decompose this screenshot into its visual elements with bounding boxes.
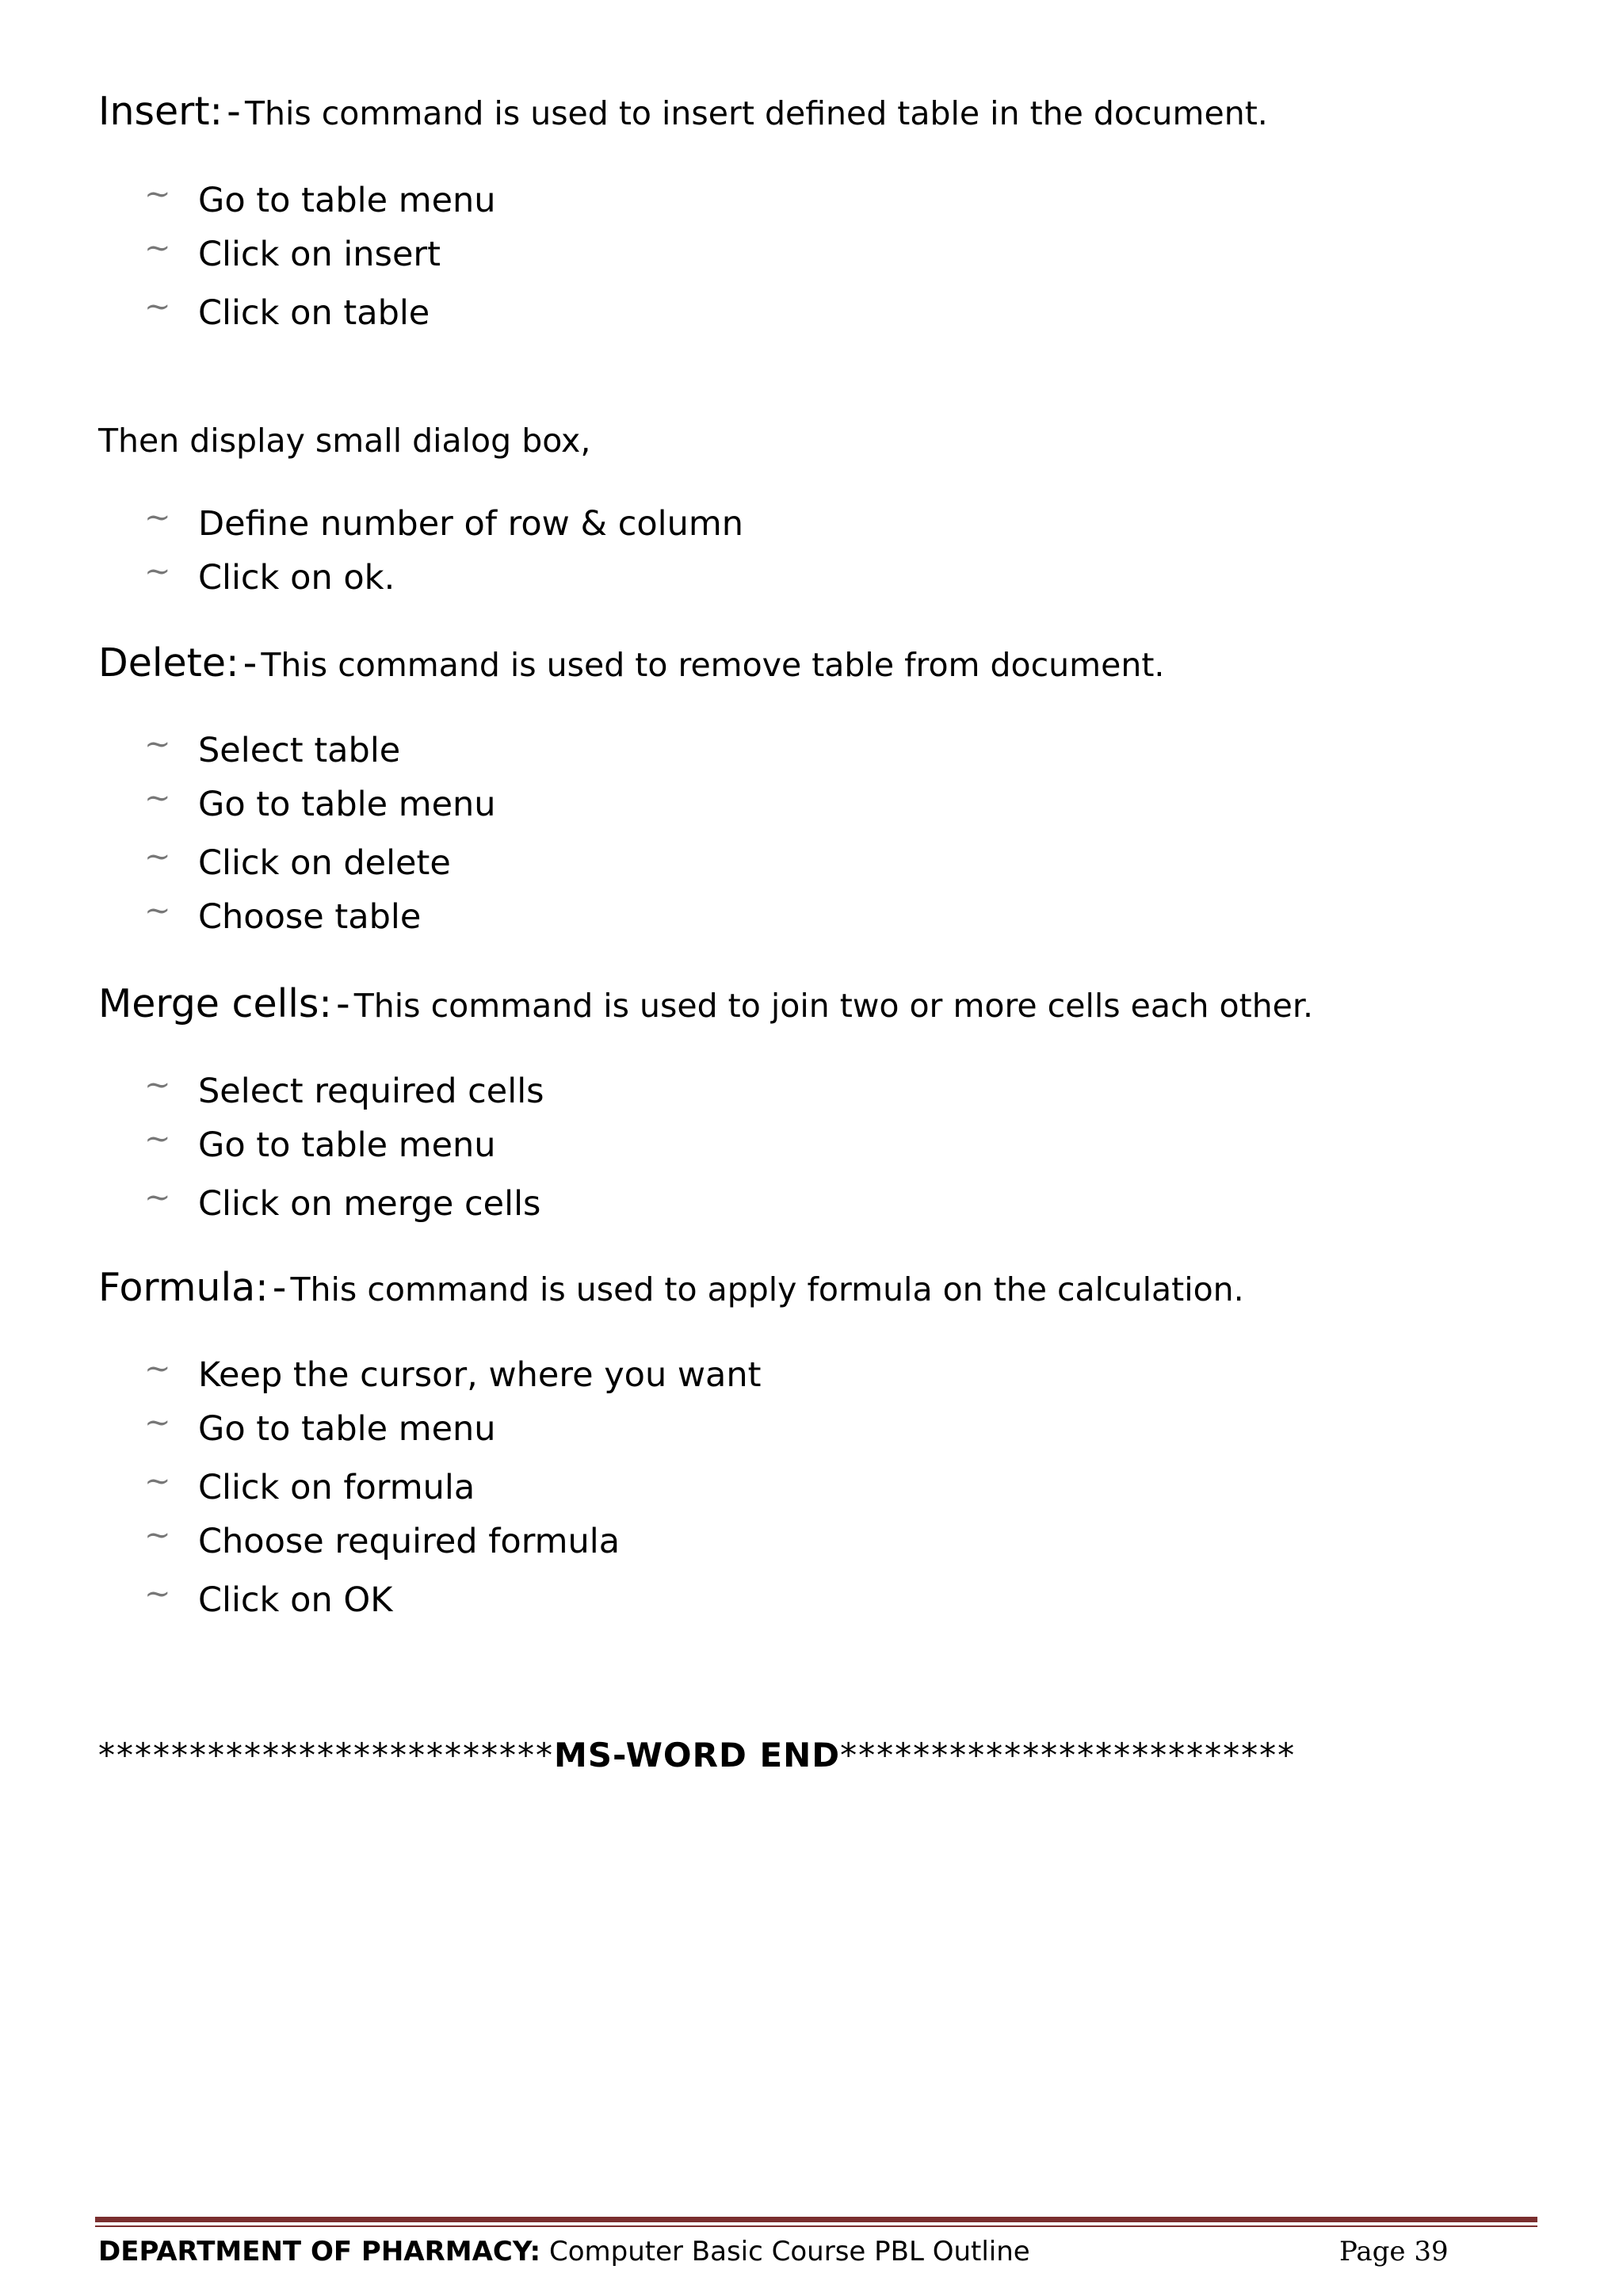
section-dash: - xyxy=(272,1265,287,1310)
tilde-bullet-icon: ~ xyxy=(144,176,171,212)
end-marker-stars-left: ************************* xyxy=(98,1736,554,1775)
footer-course: Computer Basic Course PBL Outline xyxy=(548,2236,1030,2267)
tilde-bullet-icon: ~ xyxy=(144,1463,171,1499)
tilde-bullet-icon: ~ xyxy=(144,1179,171,1216)
footer-rule-thin xyxy=(95,2225,1537,2227)
section-dash: - xyxy=(227,89,241,134)
step-text: Choose required formula xyxy=(198,1522,621,1561)
step-text: Select required cells xyxy=(198,1072,544,1111)
section-heading-insert xyxy=(98,89,1268,134)
step-text: Click on table xyxy=(198,293,430,333)
end-marker-stars-right: ************************* xyxy=(840,1736,1296,1775)
tilde-bullet-icon: ~ xyxy=(144,1067,171,1103)
tilde-bullet-icon: ~ xyxy=(144,780,171,816)
step-text: Go to table menu xyxy=(198,785,496,824)
tilde-bullet-icon: ~ xyxy=(144,553,171,590)
step-text: Go to table menu xyxy=(198,1409,496,1449)
list-item xyxy=(0,1404,1109,1449)
section-dash: - xyxy=(335,981,350,1026)
footer-department: DEPARTMENT OF PHARMACY: xyxy=(98,2236,541,2267)
tilde-bullet-icon: ~ xyxy=(144,1404,171,1441)
section-heading-delete xyxy=(98,640,1164,686)
tilde-bullet-icon: ~ xyxy=(144,288,171,325)
list-item xyxy=(0,1517,1109,1561)
list-item xyxy=(0,1576,1109,1620)
paragraph-dialog-box: Then display small dialog box, xyxy=(98,422,591,460)
ms-word-end-marker xyxy=(98,1736,1296,1775)
step-text: Go to table menu xyxy=(198,1125,496,1165)
list-item xyxy=(0,726,1109,770)
section-description: This command is used to join two or more cells each other. xyxy=(353,987,1314,1025)
list-item xyxy=(0,1463,1109,1507)
list-item xyxy=(0,230,1109,274)
step-text: Click on insert xyxy=(198,235,441,274)
footer-rule xyxy=(95,2217,1537,2222)
tilde-bullet-icon: ~ xyxy=(144,892,171,929)
list-item xyxy=(0,892,1109,937)
tilde-bullet-icon: ~ xyxy=(144,499,171,536)
section-term: Delete: xyxy=(98,640,239,686)
section-description: This command is used to insert defined table in the document. xyxy=(244,94,1268,132)
list-item xyxy=(0,288,1109,333)
list-item xyxy=(0,499,1109,544)
list-item xyxy=(0,176,1109,220)
footer-text xyxy=(98,2236,1030,2267)
list-item xyxy=(0,1350,1109,1395)
section-dash: - xyxy=(242,640,258,686)
step-text: Define number of row & column xyxy=(198,504,743,544)
step-text: Click on OK xyxy=(198,1580,393,1620)
list-item xyxy=(0,780,1109,824)
section-description: This command is used to remove table from document. xyxy=(261,646,1165,684)
tilde-bullet-icon: ~ xyxy=(144,1121,171,1157)
tilde-bullet-icon: ~ xyxy=(144,230,171,266)
step-text: Go to table menu xyxy=(198,181,496,220)
list-item xyxy=(0,1067,1109,1111)
step-text: Click on merge cells xyxy=(198,1184,541,1224)
tilde-bullet-icon: ~ xyxy=(144,1576,171,1612)
list-item xyxy=(0,1121,1109,1165)
section-term: Insert: xyxy=(98,89,223,134)
section-term: Formula: xyxy=(98,1265,269,1310)
step-text: Click on ok. xyxy=(198,558,395,598)
section-heading-formula xyxy=(98,1265,1244,1310)
section-description: This command is used to apply formula on the calculation. xyxy=(290,1270,1244,1308)
section-term: Merge cells: xyxy=(98,981,332,1026)
list-item xyxy=(0,839,1109,883)
tilde-bullet-icon: ~ xyxy=(144,839,171,875)
list-item xyxy=(0,553,1109,598)
step-text: Click on delete xyxy=(198,843,451,883)
list-item xyxy=(0,1179,1109,1224)
tilde-bullet-icon: ~ xyxy=(144,1350,171,1387)
tilde-bullet-icon: ~ xyxy=(144,726,171,762)
page-number: Page 39 xyxy=(1339,2236,1449,2267)
step-text: Choose table xyxy=(198,897,422,937)
section-heading-merge-cells xyxy=(98,981,1313,1026)
end-marker-label: MS-WORD END xyxy=(554,1736,841,1775)
step-text: Keep the cursor, where you want xyxy=(198,1355,762,1395)
tilde-bullet-icon: ~ xyxy=(144,1517,171,1553)
step-text: Click on formula xyxy=(198,1468,475,1507)
step-text: Select table xyxy=(198,731,401,770)
